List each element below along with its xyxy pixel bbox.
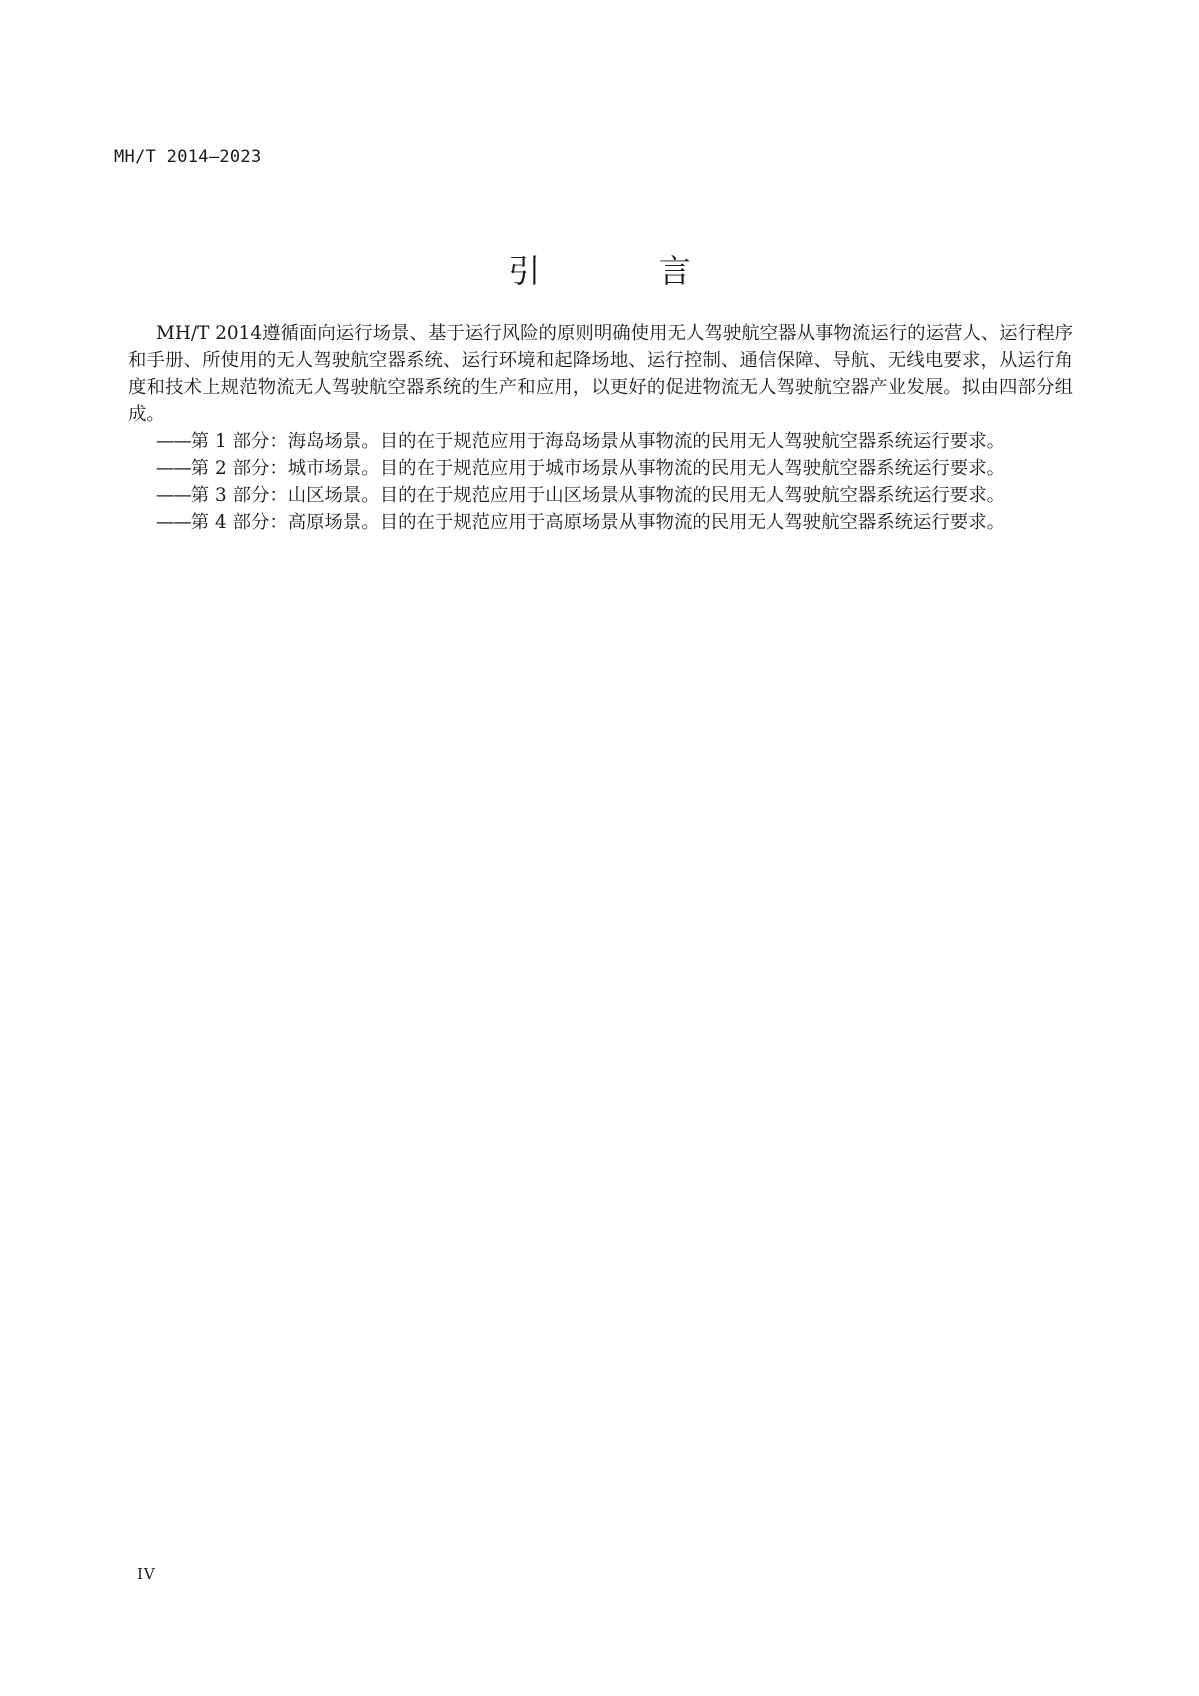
list-item-text: 第 1 部分：海岛场景。目的在于规范应用于海岛场景从事物流的民用无人驾驶航空器系统运行要求。	[190, 431, 1005, 452]
list-dash: ——	[156, 431, 191, 452]
list-dash: ——	[156, 458, 191, 479]
list-item-text: 第 3 部分：山区场景。目的在于规范应用于山区场景从事物流的民用无人驾驶航空器系统运行要求。	[190, 485, 1005, 506]
list-item-text: 第 2 部分：城市场景。目的在于规范应用于城市场景从事物流的民用无人驾驶航空器系统运行要求。	[190, 458, 1005, 479]
parts-list	[128, 428, 1073, 536]
list-item-part-3	[156, 482, 1073, 509]
list-dash: ——	[156, 485, 191, 506]
intro-paragraph: MH/T 2014遵循面向运行场景、基于运行风险的原则明确使用无人驾驶航空器从事物流运行的运营人、运行程序和手册、所使用的无人驾驶航空器系统、运行环境和起降场地、运行控制、通信保障、导航、无线电要求，从运行角度和技术上规范物流无人驾驶航空器系统的生产和应用，以更好的促进物流无人驾驶航空器产业发展。拟由四部分组成。	[128, 323, 1073, 425]
section-title: 引 言	[508, 252, 745, 290]
list-item-part-4	[156, 509, 1073, 536]
list-item-part-1	[156, 428, 1073, 455]
document-id-header: MH/T 2014—2023	[114, 147, 262, 167]
page-number: IV	[137, 1565, 156, 1583]
list-dash: ——	[156, 512, 191, 533]
introduction-body	[128, 320, 1073, 536]
list-item-part-2	[156, 455, 1073, 482]
list-item-text: 第 4 部分：高原场景。目的在于规范应用于高原场景从事物流的民用无人驾驶航空器系统运行要求。	[190, 512, 1005, 533]
